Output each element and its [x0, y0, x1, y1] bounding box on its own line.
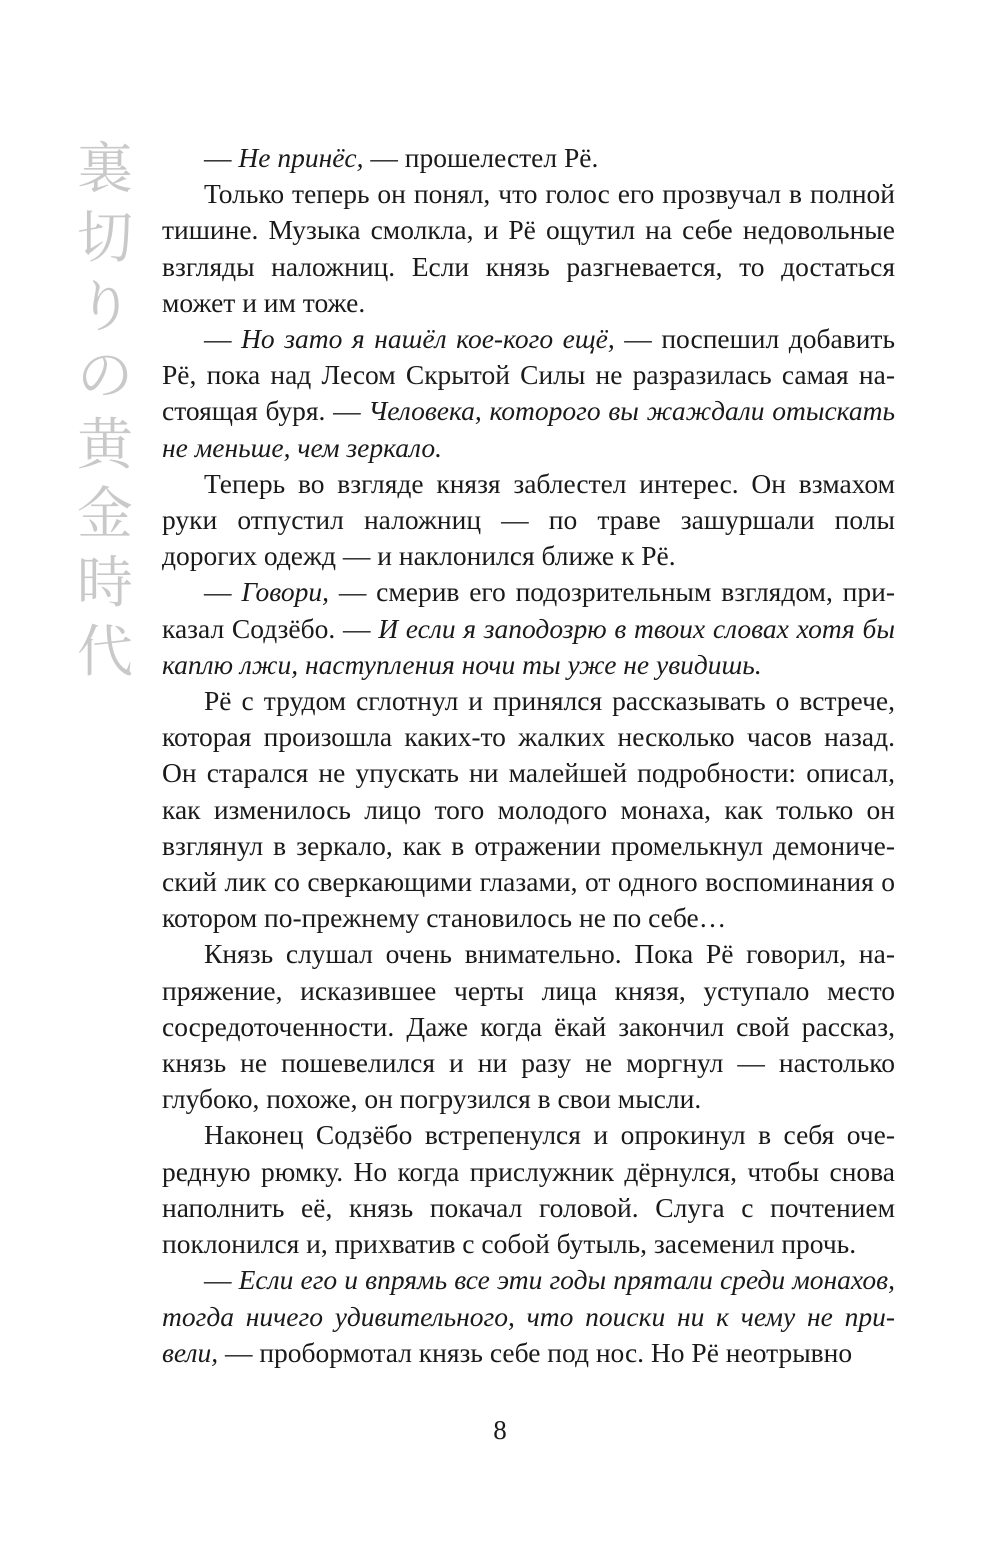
title-char: の — [77, 344, 133, 409]
title-char: 金 — [77, 482, 133, 547]
dialogue-italic: Человека, которого вы жаждали отыскать не меньше, чем зеркало. — [162, 395, 895, 463]
title-char: り — [77, 275, 133, 340]
text-run: Наконец Содзёбо встрепенулся и опрокинул в себя очередную рюмку. Но когда прислужник дёрнулся, чтобы снова наполнить её, князь покачал головой. Слуга с почтением поклонился и, прихватив с собой бутыль, засеменил прочь. — [162, 1119, 895, 1260]
text-run: Теперь во взгляде князя заблестел интерес. Он взмахом руки отпустил наложниц — по траве зашуршали полы дорогих одежд — и наклонился ближе к Рё. — [162, 467, 895, 572]
text-run: — — [204, 323, 242, 355]
dialogue-italic: Не принёс, — [238, 142, 364, 173]
title-char: 裏 — [77, 137, 133, 202]
text-run: — поспешил добавить Рё, пока над Лесом Скрытой Силы не разразилась самая настоящая буря. — — [162, 323, 895, 427]
title-char: 時 — [77, 551, 133, 616]
paragraph — [162, 683, 895, 936]
text-run: — прошелестел Рё. — [363, 142, 599, 173]
paragraph — [162, 140, 895, 176]
page-number: 8 — [493, 1415, 507, 1445]
text-run: Рё с трудом сглотнул и принялся рассказывать о встрече, которая произошла каких-то жалких несколько часов назад. Он старался не упускать ни малейшей подробности: описал, как изменилось лицо того молодого монаха, как только он взглянул в зеркало, как в отражении промелькнул демонический лик со сверкающими глазами, от одного воспоминания о котором по-прежнему становилось не по себе… — [162, 685, 895, 934]
running-title-vertical — [70, 135, 140, 687]
text-run: Только теперь он понял, что голос его прозвучал в полной тишине. Музыка смолкла, и Рё ощутил на себе недовольные взгляды наложниц. Если князь разгневается, то достаться может и им тоже. — [162, 178, 895, 318]
paragraph — [162, 574, 895, 683]
text-run: — — [204, 576, 242, 608]
dialogue-italic: Говори, — [241, 576, 329, 608]
dialogue-italic: И если я заподозрю в твоих словах хотя бы каплю лжи, наступления ночи ты уже не увидишь. — [162, 612, 895, 680]
text-run: — смерив его подозрительным взглядом, приказал Содзёбо. — — [162, 576, 896, 644]
paragraph — [162, 466, 895, 575]
text-run: — — [204, 142, 239, 173]
text-run: — пробормотал князь себе под нос. Но Рё неотрывно — [218, 1336, 853, 1368]
paragraph — [162, 936, 895, 1117]
title-char: 切 — [77, 206, 133, 271]
text-run: Князь слушал очень внимательно. Пока Рё говорил, напряжение, исказившее черты лица князя, уступало место сосредоточенности. Даже когда ёкай закончил свой рассказ, князь не пошевелился и ни разу не моргнул — настолько глубоко, похоже, он погрузился в свои мысли. — [162, 938, 895, 1115]
title-char: 代 — [77, 620, 133, 685]
text-run: — — [204, 1264, 239, 1296]
dialogue-italic: Если его и впрямь все эти годы прятали среди монахов, тогда ничего удивительного, что поиски ни к чему не привели, — [162, 1264, 895, 1368]
paragraph — [162, 1117, 895, 1262]
paragraph — [162, 176, 895, 321]
paragraph — [162, 321, 895, 466]
paragraph — [162, 1262, 895, 1371]
dialogue-italic: Но зато я нашёл кое-кого ещё, — [241, 323, 615, 355]
title-char: 黄 — [77, 413, 133, 478]
page-body-text — [162, 140, 895, 1371]
